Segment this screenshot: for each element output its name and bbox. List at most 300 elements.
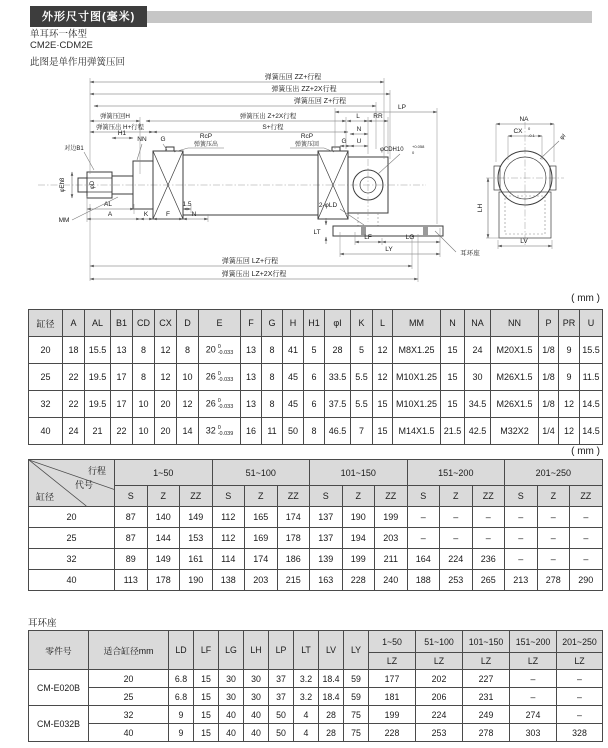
column-header: LT: [294, 631, 319, 670]
cell: 75: [344, 724, 369, 742]
table-row: [29, 549, 603, 570]
column-header: LH: [244, 631, 269, 670]
dim-label-z-extend: 弹簧压出 Z+2X行程: [239, 113, 297, 120]
tolerance-upper: 0: [217, 397, 221, 404]
column-header: LV: [319, 631, 344, 670]
cell: 40: [219, 706, 244, 724]
cell: 194: [342, 528, 375, 549]
dim-label-h-return: 弹簧压回H: [100, 113, 130, 120]
cell: 9: [169, 724, 194, 742]
cell: –: [440, 528, 473, 549]
cell: 89: [115, 549, 148, 570]
stroke-table-body: [29, 507, 603, 591]
lz-header: LZ: [416, 653, 463, 670]
cell: 1/8: [539, 337, 559, 364]
cell: 274: [510, 706, 557, 724]
dim-label-ly: LY: [385, 246, 393, 253]
port-note-rear: 弹簧压回: [294, 142, 320, 148]
cell: 253: [416, 724, 463, 742]
stroke-range-header: 101~150: [310, 460, 408, 486]
column-header: MM: [393, 310, 441, 337]
code-header: Z: [537, 486, 570, 507]
cell: 15: [441, 337, 465, 364]
table-row: [29, 688, 603, 706]
cell: 12: [373, 364, 393, 391]
cell: 203: [245, 570, 278, 591]
cell: 8: [262, 391, 283, 418]
dim-label-gap: 1.5: [182, 201, 192, 208]
cell: 112: [212, 507, 245, 528]
tolerance-lower: -0.039: [217, 431, 234, 437]
cell: 137: [310, 528, 343, 549]
cell: 50: [269, 724, 294, 742]
cell: 28: [319, 706, 344, 724]
column-header: H1: [304, 310, 325, 337]
cell: 14: [177, 418, 199, 445]
table-row: [29, 364, 603, 391]
cell: 5.5: [351, 364, 373, 391]
column-header: LG: [219, 631, 244, 670]
dim-label-lz-extend: 弹簧压出 LZ+2X行程: [221, 271, 287, 278]
dim-label-rr: RR: [373, 113, 383, 120]
bracket-table-body: [29, 670, 603, 742]
cell: 1/8: [539, 364, 559, 391]
dim-label-cd-sub: 0: [412, 150, 415, 155]
tolerance-upper: 0: [217, 343, 221, 350]
cell: 15: [194, 688, 219, 706]
code-header: Z: [245, 486, 278, 507]
cell: 1/8: [539, 391, 559, 418]
cell: 4: [294, 724, 319, 742]
page-title: 外形尺寸图(毫米): [30, 6, 147, 27]
cell: 46.5: [325, 418, 351, 445]
cell: 174: [277, 507, 310, 528]
dim-label-al: AL: [104, 201, 112, 208]
dim-label-b1: 对边B1: [64, 146, 84, 152]
cell: –: [505, 528, 538, 549]
stroke-table-head: [29, 460, 603, 507]
cell: 15: [373, 391, 393, 418]
cell: 178: [147, 570, 180, 591]
cell: 112: [212, 528, 245, 549]
dim-label-lg: LG: [405, 234, 415, 241]
cell: 22: [111, 418, 133, 445]
cell: 15: [441, 391, 465, 418]
cell: 50: [269, 706, 294, 724]
stroke-range-header: 201~250: [505, 460, 603, 486]
bore-cell: 40: [89, 724, 169, 742]
cell: 138: [212, 570, 245, 591]
tolerance-upper: 0: [217, 424, 221, 431]
bracket-table-head: [29, 631, 603, 670]
column-header: CD: [133, 310, 155, 337]
cell: 211: [375, 549, 408, 570]
code-header: S: [407, 486, 440, 507]
dim-label-l: L: [356, 113, 360, 120]
dim-label-phi-e: φEh8: [60, 177, 66, 193]
cell: 20: [155, 418, 177, 445]
stroke-range-header: 1~50: [115, 460, 213, 486]
cell: 253: [440, 570, 473, 591]
lz-header: LZ: [369, 653, 416, 670]
cell: 144: [147, 528, 180, 549]
cell: [199, 418, 241, 445]
cell: 21: [85, 418, 111, 445]
table-row: [29, 418, 603, 445]
column-header: 缸径: [29, 310, 63, 337]
tolerance-value: 26: [205, 398, 216, 409]
column-header: 零件号: [29, 631, 89, 670]
column-header: φI: [325, 310, 351, 337]
cell: 5: [351, 337, 373, 364]
cell: 15.5: [85, 337, 111, 364]
cell: 18.4: [319, 688, 344, 706]
cell: 87: [115, 507, 148, 528]
cell: 5: [304, 337, 325, 364]
stroke-range-header: 151~200: [407, 460, 505, 486]
cell: –: [505, 549, 538, 570]
cell: 190: [342, 507, 375, 528]
bracket-label: 耳环座: [460, 250, 480, 257]
cell: 25: [29, 364, 63, 391]
cell: 199: [342, 549, 375, 570]
cell: 30: [244, 688, 269, 706]
column-header: NN: [491, 310, 539, 337]
cell: 37.5: [325, 391, 351, 418]
cell: 12: [559, 391, 580, 418]
cell: 278: [463, 724, 510, 742]
cell: 224: [440, 549, 473, 570]
cell: 290: [570, 570, 603, 591]
column-header: LD: [169, 631, 194, 670]
cell: 28: [319, 724, 344, 742]
cell: 17: [111, 364, 133, 391]
cell: [199, 364, 241, 391]
cell: 8: [262, 364, 283, 391]
column-header: H: [283, 310, 304, 337]
cell: 227: [463, 670, 510, 688]
cell: 174: [245, 549, 278, 570]
cell: 13: [241, 337, 262, 364]
lz-header: LZ: [510, 653, 557, 670]
unit-label-1: ( mm ): [571, 293, 600, 304]
cell: 203: [375, 528, 408, 549]
cell: 236: [472, 549, 505, 570]
dim-label-zz-return: 弹簧压回 ZZ+行程: [264, 74, 322, 81]
cell: 22: [63, 364, 85, 391]
cell: 240: [375, 570, 408, 591]
code-header: ZZ: [180, 486, 213, 507]
table-row: [29, 570, 603, 591]
cell: 149: [147, 549, 180, 570]
cell: M10X1.25: [393, 391, 441, 418]
cell: 59: [344, 688, 369, 706]
dim-label-lf: LF: [364, 234, 372, 241]
cell: 40: [244, 724, 269, 742]
title-bar: [30, 6, 592, 27]
column-header: 适合缸径mm: [89, 631, 169, 670]
cell: –: [472, 507, 505, 528]
rear-port: [332, 147, 340, 151]
cell: [199, 337, 241, 364]
cell: 3.2: [294, 670, 319, 688]
cell: 224: [416, 706, 463, 724]
column-header: F: [241, 310, 262, 337]
cell: 113: [115, 570, 148, 591]
cell: [199, 391, 241, 418]
cell: –: [440, 507, 473, 528]
code-header: S: [212, 486, 245, 507]
sub-header-row: [29, 486, 603, 507]
table-row: [29, 507, 603, 528]
table-header-row: [29, 310, 603, 337]
tolerance-value: 26: [205, 371, 216, 382]
dim-label-phi-d: φD: [90, 180, 96, 190]
cell: 6.8: [169, 688, 194, 706]
cell: M32X2: [491, 418, 539, 445]
cell: 20: [155, 391, 177, 418]
cell: 33.5: [325, 364, 351, 391]
main-side-view: [38, 147, 443, 236]
dim-label-cx-sup: 0: [528, 126, 531, 131]
dim-label-phi-i: φI: [559, 133, 568, 142]
cell: 137: [310, 507, 343, 528]
cell: 15: [194, 706, 219, 724]
cell: 22: [63, 391, 85, 418]
dim-label-na: NA: [519, 116, 529, 123]
cell: 12: [559, 418, 580, 445]
bore-cell: 32: [29, 549, 115, 570]
column-header: A: [63, 310, 85, 337]
cell: 40: [244, 706, 269, 724]
dim-label-lv: LV: [520, 238, 528, 245]
table-row: [29, 706, 603, 724]
cell: 181: [369, 688, 416, 706]
dimension-drawing: [28, 64, 604, 294]
cell: 149: [180, 507, 213, 528]
code-header: S: [115, 486, 148, 507]
cell: 50: [283, 418, 304, 445]
cell: 40: [219, 724, 244, 742]
cell: 21.5: [441, 418, 465, 445]
lz-header: LZ: [463, 653, 510, 670]
column-header: CX: [155, 310, 177, 337]
cell: 8: [133, 364, 155, 391]
lz-header: LZ: [557, 653, 603, 670]
cell: 75: [344, 706, 369, 724]
cell: 15: [194, 670, 219, 688]
cell: 161: [180, 549, 213, 570]
cell: –: [537, 549, 570, 570]
cell: 17: [111, 391, 133, 418]
column-header: B1: [111, 310, 133, 337]
cell: –: [537, 528, 570, 549]
cell: 213: [505, 570, 538, 591]
column-header: LF: [194, 631, 219, 670]
cell: 13: [241, 391, 262, 418]
stroke-range-header: 101~150: [463, 631, 510, 653]
cell: 303: [510, 724, 557, 742]
dim-label-z-return: 弹簧压回 Z+行程: [293, 98, 347, 105]
cell: 10: [177, 364, 199, 391]
drawing-labels: [59, 72, 568, 278]
dim-label-h1: H1: [117, 130, 127, 137]
eye-end-view: [486, 122, 564, 246]
table-row: [29, 337, 603, 364]
bore-cell: 25: [89, 688, 169, 706]
cell: M20X1.5: [491, 337, 539, 364]
cell: 10: [133, 418, 155, 445]
cell: 231: [463, 688, 510, 706]
cell: 37: [269, 670, 294, 688]
dim-label-g: G: [341, 138, 347, 145]
cell: –: [557, 706, 603, 724]
cell: 16: [241, 418, 262, 445]
cell: M26X1.5: [491, 391, 539, 418]
cell: 163: [310, 570, 343, 591]
dimension-table: [28, 309, 603, 445]
cell: 15.5: [580, 337, 603, 364]
cell: 9: [559, 364, 580, 391]
cell: 12: [373, 337, 393, 364]
cell: –: [505, 507, 538, 528]
cell: 18.4: [319, 670, 344, 688]
column-header: NA: [465, 310, 491, 337]
cell: 169: [245, 528, 278, 549]
title-bar-extension: [147, 11, 592, 23]
cell: 18: [63, 337, 85, 364]
cell: 188: [407, 570, 440, 591]
cell: –: [537, 507, 570, 528]
dim-label-cx: CX: [513, 128, 523, 135]
cell: 12: [155, 364, 177, 391]
column-header: K: [351, 310, 373, 337]
dim-label-cd: φCDH10: [380, 147, 404, 153]
cell: 11: [262, 418, 283, 445]
subtitle-model: CM2E·CDM2E: [30, 40, 93, 51]
port-label-rcp-front: RcP: [199, 133, 213, 140]
table-row: [29, 670, 603, 688]
dim-label-cd-sup: +0.058: [412, 144, 425, 149]
tolerance-stack: [218, 398, 234, 410]
dim-label-lh: LH: [477, 203, 484, 213]
cell: 37: [269, 688, 294, 706]
table-row: [29, 391, 603, 418]
cell: 13: [111, 337, 133, 364]
cell: 19.5: [85, 364, 111, 391]
group-header-row: [29, 460, 603, 486]
cell: 3.2: [294, 688, 319, 706]
subtitle-type: 单耳环一体型: [30, 29, 88, 40]
dim-label-ld: 2-φLD: [318, 202, 338, 209]
stroke-table: [28, 459, 603, 591]
cell: –: [570, 549, 603, 570]
code-header: ZZ: [277, 486, 310, 507]
cell: 228: [342, 570, 375, 591]
cell: M26X1.5: [491, 364, 539, 391]
dim-label-g2: G: [160, 136, 166, 143]
column-header: N: [441, 310, 465, 337]
dim-label-n: N: [356, 126, 362, 133]
cell: 59: [344, 670, 369, 688]
dimension-table-head: [29, 310, 603, 337]
cell: 265: [472, 570, 505, 591]
stroke-range-header: 51~100: [416, 631, 463, 653]
cell: 40: [29, 418, 63, 445]
tolerance-lower: -0.033: [217, 377, 234, 383]
tolerance-upper: 0: [217, 370, 221, 377]
cell: 30: [244, 670, 269, 688]
cell: 8: [133, 337, 155, 364]
cell: 30: [465, 364, 491, 391]
cell: 6: [304, 391, 325, 418]
cell: 30: [219, 670, 244, 688]
dimension-table-body: [29, 337, 603, 445]
cell: 20: [29, 337, 63, 364]
stroke-range-header: 201~250: [557, 631, 603, 653]
cell: 14.5: [580, 391, 603, 418]
cell: 8: [262, 337, 283, 364]
bracket-table: [28, 630, 603, 742]
table-row: [29, 724, 603, 742]
column-header: D: [177, 310, 199, 337]
dim-label-n2: N: [191, 211, 197, 218]
dim-label-k: K: [143, 211, 149, 218]
dim-label-f: F: [166, 211, 170, 218]
dim-label-zz-extend: 弹簧压出 ZZ+2X行程: [271, 86, 337, 93]
dim-label-lt: LT: [313, 229, 321, 236]
cell: 249: [463, 706, 510, 724]
port-label-rcp-rear: RcP: [300, 133, 314, 140]
cell: 178: [277, 528, 310, 549]
column-header: G: [262, 310, 283, 337]
cell: 12: [155, 337, 177, 364]
tolerance-lower: -0.033: [217, 404, 234, 410]
tolerance-value: 20: [205, 344, 216, 355]
dim-label-h-extend: 弹簧压出 H+行程: [96, 124, 144, 131]
dim-label-cx-sub: -0.1: [528, 133, 535, 138]
cell: 7: [351, 418, 373, 445]
table-row: [29, 528, 603, 549]
cell: 24: [465, 337, 491, 364]
cell: 228: [369, 724, 416, 742]
cell: 8: [304, 418, 325, 445]
cell: 12: [177, 391, 199, 418]
column-header: P: [539, 310, 559, 337]
corner-label-bore: 缸径: [36, 492, 55, 502]
cell: 9: [169, 706, 194, 724]
cell: –: [557, 688, 603, 706]
corner-label-stroke: 行程: [87, 466, 106, 476]
bore-cell: 40: [29, 570, 115, 591]
subtitle-note: 此图是单作用弹簧压回: [30, 57, 126, 68]
cell: 15: [441, 364, 465, 391]
cell: 5.5: [351, 391, 373, 418]
code-header: S: [505, 486, 538, 507]
cell: –: [407, 528, 440, 549]
dim-label-u: U: [356, 138, 362, 145]
cell: 8: [177, 337, 199, 364]
cell: M10X1.25: [393, 364, 441, 391]
stroke-range-header: 1~50: [369, 631, 416, 653]
group-header-row: [29, 631, 603, 653]
cell: 186: [277, 549, 310, 570]
cell: 4: [294, 706, 319, 724]
bore-cell: 20: [89, 670, 169, 688]
corner-label-code: 代号: [75, 480, 94, 490]
cell: –: [510, 670, 557, 688]
cell: 199: [375, 507, 408, 528]
